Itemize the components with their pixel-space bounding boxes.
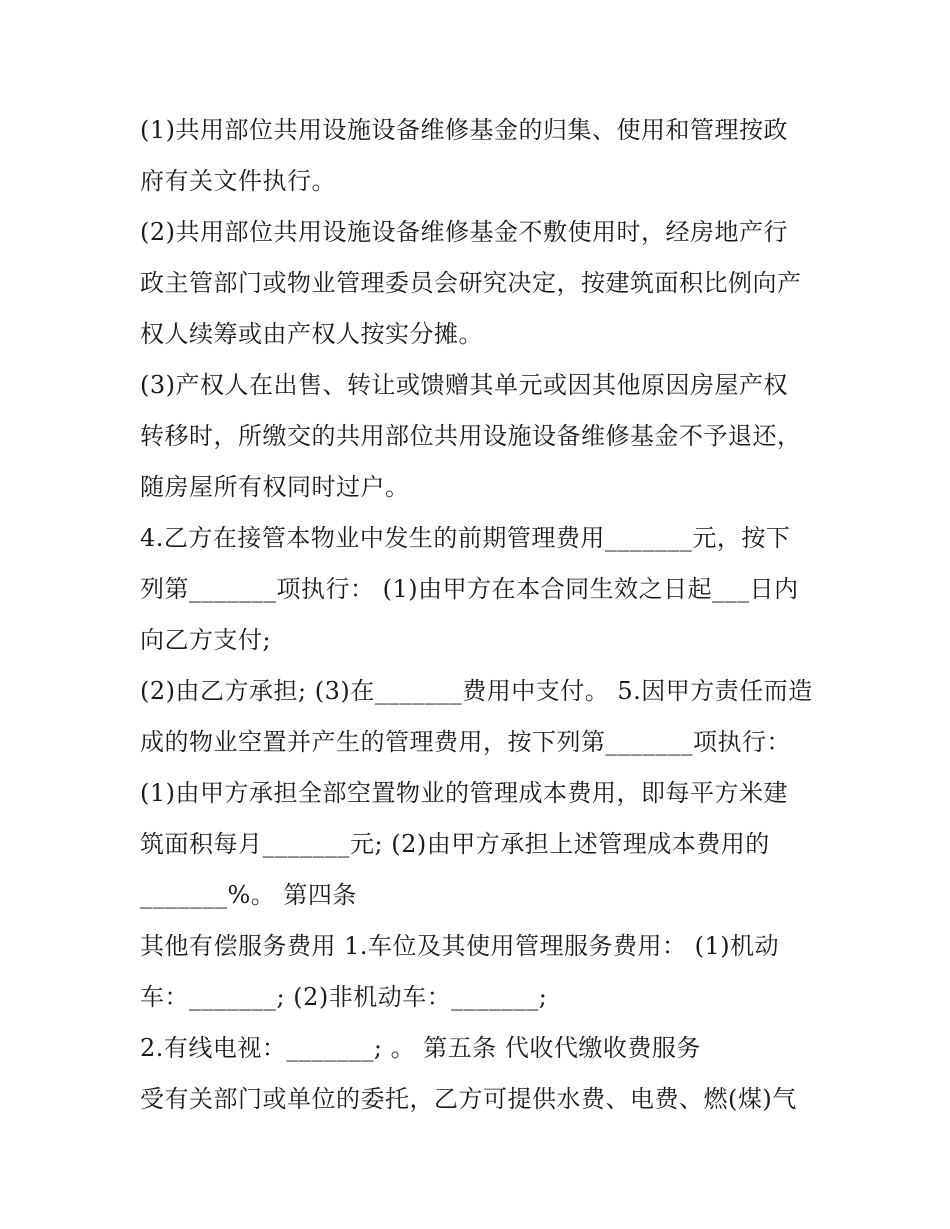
text-line: 其他有偿服务费用 1.车位及其使用管理服务费用： (1)机动	[140, 932, 780, 960]
text-line: 向乙方支付;	[140, 626, 272, 654]
text-line: 权人续筹或由产权人按实分摊。	[140, 320, 483, 348]
text-line: _______%。 第四条	[140, 881, 357, 909]
text-line: 4.乙方在接管本物业中发生的前期管理费用_______元，按下	[140, 524, 791, 552]
text-line: 随房屋所有权同时过户。	[140, 473, 410, 501]
text-line: (3)产权人在出售、转让或馈赠其单元或因其他原因房屋产权	[140, 371, 788, 399]
text-line: 政主管部门或物业管理委员会研究决定，按建筑面积比例向产	[140, 269, 802, 297]
text-line: (2)共用部位共用设施设备维修基金不敷使用时，经房地产行	[140, 218, 788, 246]
text-line: (1)共用部位共用设施设备维修基金的归集、使用和管理按政	[140, 116, 788, 144]
text-line: 车：_______; (2)非机动车：_______;	[140, 983, 548, 1011]
text-line: 成的物业空置并产生的管理费用，按下列第_______项执行：	[140, 728, 791, 756]
text-line: 筑面积每月_______元; (2)由甲方承担上述管理成本费用的	[140, 830, 770, 858]
text-line: 转移时，所缴交的共用部位共用设施设备维修基金不予退还，	[140, 422, 802, 450]
text-line: 列第_______项执行： (1)由甲方在本合同生效之日起___日内	[140, 575, 799, 603]
text-line: 府有关文件执行。	[140, 167, 336, 195]
document-body	[140, 105, 840, 1125]
text-line: (1)由甲方承担全部空置物业的管理成本费用，即每平方米建	[140, 779, 788, 807]
text-line: (2)由乙方承担; (3)在_______费用中支付。 5.因甲方责任而造	[140, 677, 813, 705]
text-line: 受有关部门或单位的委托，乙方可提供水费、电费、燃(煤)气	[140, 1085, 797, 1113]
text-line: 2.有线电视：_______; 。 第五条 代收代缴收费服务	[140, 1034, 701, 1062]
